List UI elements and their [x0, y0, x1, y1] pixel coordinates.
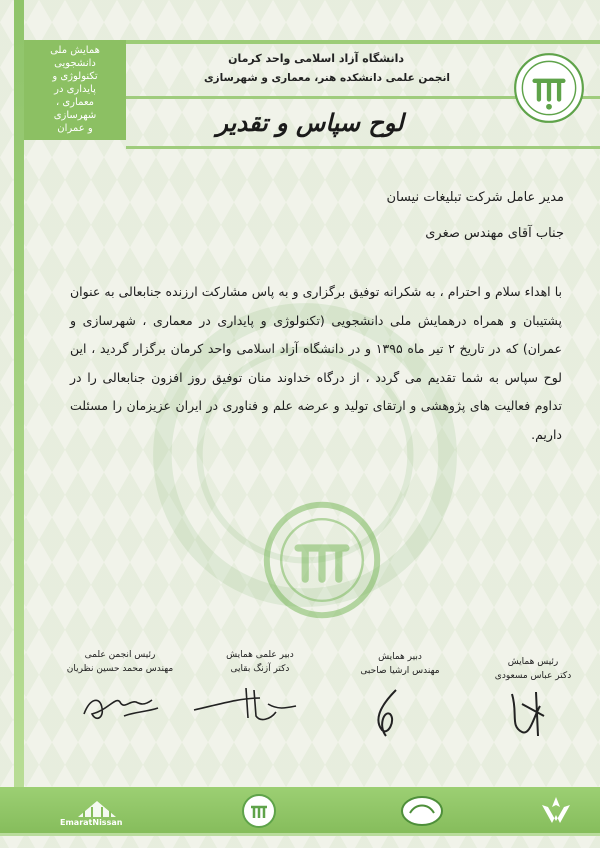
signature-2	[366, 686, 414, 740]
signatory-1-name: دکتر عباس مسعودی	[494, 671, 572, 681]
signature-3	[190, 684, 300, 728]
certificate-title: لوح سپاس و تقدیر	[216, 108, 404, 137]
certificate-body: با اهداء سلام و احترام ، به شکرانه توفیق برگزاری و به پاس مشارکت ارزنده جنابعالی به عنوان پشتیبان و همراه درهمایش ملی دانشجویی (تکنولوژی و پایداری در معماری ، شهرسازی و عمران) که در تاریخ ۲ تیر ماه ۱۳۹۵ و در دانشگاه آزاد اسلامی واحد کرمان برگزار گردید ، این لوح سپاس به شما تقدیم می گردد ، از درگاه خداوند منان توفیق روز افزون جنابعالی را در تداوم فعالیت های پژوهشی و ارتقای تولید و عرضه علم و فناوری در ایران عزیزمان را مسئلت داریم.	[70, 284, 562, 442]
footer-association-logo	[400, 793, 444, 829]
signatory-2-name: مهندس ارشیا صاحبی	[360, 666, 440, 676]
signatory-3-role: دبیر علمی همایش	[226, 650, 294, 660]
watermark-emblem	[262, 500, 382, 620]
conference-caption: همایش ملی دانشجویی تکنولوژی و پایداری در معماری ، شهرسازی و عمران	[50, 45, 100, 134]
signatory-3	[200, 648, 320, 676]
recipient-position: مدیر عامل شرکت تبلیغات نیسان	[386, 190, 564, 205]
association-name: انجمن علمی دانشکده هنر، معماری و شهرسازی	[203, 72, 450, 84]
azad-university-logo	[534, 793, 578, 829]
left-border-stripe	[14, 0, 24, 800]
signatory-2-role: دبیر همایش	[378, 652, 422, 662]
recipient-name: جناب آقای مهندس صغری	[425, 226, 564, 241]
signatory-4-role: رئیس انجمن علمی	[84, 650, 156, 660]
sponsor-name: EmaratNissan	[60, 818, 123, 827]
conference-logo	[513, 52, 585, 124]
footer-line	[0, 833, 600, 836]
header-stripe-lower	[126, 146, 600, 149]
signatory-1	[478, 655, 588, 683]
signatory-3-name: دکتر آزنگ بقایی	[230, 664, 290, 674]
signatory-4-name: مهندس محمد حسین نظریان	[66, 664, 174, 674]
signature-1	[500, 686, 560, 740]
signature-4	[80, 688, 162, 726]
university-name: دانشگاه آزاد اسلامی واحد کرمان	[228, 52, 404, 65]
signatory-2	[340, 650, 460, 678]
signatory-1-role: رئیس همایش	[507, 657, 559, 667]
footer-conference-logo	[241, 793, 277, 829]
signatory-4	[55, 648, 185, 676]
